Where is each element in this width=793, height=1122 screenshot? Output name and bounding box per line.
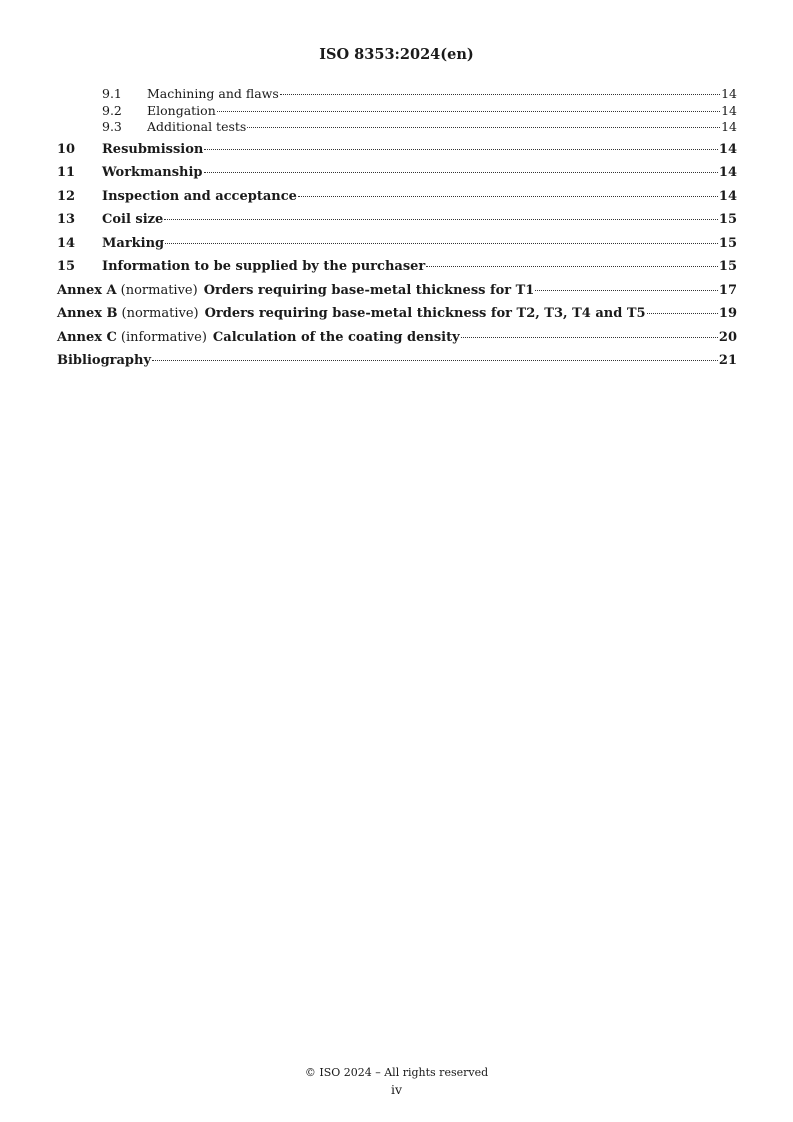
toc-page: 21: [718, 353, 737, 368]
dot-leader: [217, 111, 720, 112]
toc-page: 15: [718, 235, 737, 251]
toc-entry-12[interactable]: [57, 189, 737, 213]
toc-title: Inspection and acceptance: [102, 188, 297, 204]
toc-title: Workmanship: [102, 165, 203, 180]
toc-entry-9-2[interactable]: [57, 103, 737, 120]
toc-number: 12: [57, 188, 76, 204]
dot-leader: [280, 94, 720, 95]
toc-title: Elongation: [147, 102, 216, 118]
toc-title: Coil size: [102, 212, 164, 227]
toc-number: 15: [57, 259, 76, 274]
toc-number: 9.1: [102, 86, 122, 101]
toc-page: 15: [718, 259, 737, 274]
toc-title: Resubmission: [102, 141, 204, 157]
dot-leader: [247, 127, 720, 128]
annex-label: Annex B: [57, 306, 118, 321]
toc-entry-11[interactable]: [57, 165, 737, 189]
toc-page: 15: [718, 212, 737, 227]
dot-leader: [298, 196, 718, 197]
annex-type: (normative): [120, 282, 198, 298]
annex-type: (normative): [121, 306, 199, 321]
dot-leader: [461, 337, 718, 338]
toc-number: 14: [57, 235, 76, 251]
annex-title: Orders requiring base-metal thickness for T1: [203, 282, 535, 298]
toc-entry-bibliography[interactable]: [57, 353, 737, 377]
toc-page: 14: [721, 119, 737, 134]
toc-entry-annex-b[interactable]: [57, 306, 737, 330]
toc-number: 9.2: [102, 102, 122, 118]
toc-page: 14: [718, 188, 737, 204]
annex-label: Annex A: [57, 282, 117, 298]
toc-entry-10[interactable]: [57, 142, 737, 166]
toc-entry-annex-a[interactable]: [57, 283, 737, 307]
table-of-contents: [57, 86, 737, 377]
page-header: ISO 8353:2024(en): [319, 46, 474, 63]
toc-entry-9-1[interactable]: [57, 86, 737, 103]
toc-entry-14[interactable]: [57, 236, 737, 260]
toc-entry-15[interactable]: [57, 259, 737, 283]
toc-title: Machining and flaws: [147, 86, 279, 101]
toc-page: 14: [721, 86, 737, 101]
toc-page: 14: [718, 165, 737, 180]
toc-number: 13: [57, 212, 76, 227]
dot-leader: [647, 313, 718, 314]
annex-type: (informative): [120, 329, 207, 345]
dot-leader: [204, 172, 718, 173]
dot-leader: [152, 360, 718, 361]
annex-label: Annex C: [57, 329, 117, 345]
annex-title: Orders requiring base-metal thickness for T2, T3, T4 and T5: [204, 306, 646, 321]
dot-leader: [535, 290, 718, 291]
dot-leader: [164, 219, 718, 220]
toc-entry-13[interactable]: [57, 212, 737, 236]
toc-number: 11: [57, 165, 76, 180]
toc-page: 20: [718, 329, 737, 345]
dot-leader: [204, 149, 718, 150]
page-number: iv: [390, 1082, 403, 1097]
dot-leader: [426, 266, 718, 267]
toc-entry-9-3[interactable]: [57, 119, 737, 136]
toc-page: 14: [721, 102, 737, 118]
toc-title: Bibliography: [57, 353, 152, 368]
toc-title: Marking: [102, 235, 165, 251]
toc-page: 19: [718, 306, 737, 321]
toc-number: 10: [57, 141, 76, 157]
toc-number: 9.3: [102, 119, 122, 134]
toc-page: 14: [718, 141, 737, 157]
toc-title: Information to be supplied by the purchaser: [102, 259, 426, 274]
toc-page: 17: [718, 282, 737, 298]
toc-entry-annex-c[interactable]: [57, 330, 737, 354]
copyright-notice: © ISO 2024 – All rights reserved: [304, 1066, 489, 1079]
page-footer: [0, 1066, 793, 1097]
annex-title: Calculation of the coating density: [212, 329, 460, 345]
toc-title: Additional tests: [147, 119, 247, 134]
dot-leader: [165, 243, 718, 244]
